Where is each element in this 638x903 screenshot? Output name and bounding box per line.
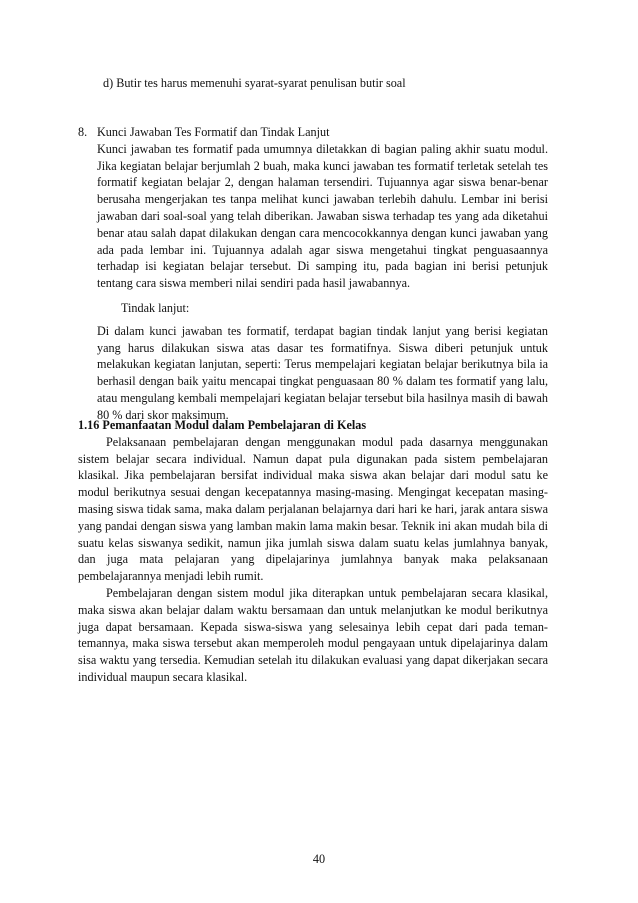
page-number: 40 xyxy=(312,852,326,866)
section-8-paragraph-1: Kunci jawaban tes formatif pada umumnya diletakkan di bagian paling akhir suatu modul. Jika kegiatan belajar berjumlah 2 buah, maka kunci jawaban tes formatif terletak setelah tes formatif kegiatan belajar 2, dengan halaman tersendiri. Tujuannya agar siswa benar-benar berusaha mengerjakan tes tanpa melihat kunci jawaban terlebih dahulu. Lembar ini berisi jawaban dari soal-soal yang telah diberikan. Jawaban siswa terhadap tes yang ada diketahui benar atau salah dapat dilakukan dengan cara mencocokkannya dengan kunci jawaban yang ada pada lembar ini. Tujuannya adalah agar siswa mengetahui tingkat penguasaannya terhadap isi kegiatan belajar tersebut. Di samping itu, pada bagian ini berisi petunjuk tentang cara siswa memberi nilai sendiri pada hasil jawabannya. xyxy=(97,141,548,291)
list-item-d: d) Butir tes harus memenuhi syarat-syarat penulisan butir soal xyxy=(103,76,406,90)
section-8-heading: Kunci Jawaban Tes Formatif dan Tindak Lanjut xyxy=(97,125,330,139)
section-8-number: 8. xyxy=(78,125,88,139)
tindak-lanjut-heading: Tindak lanjut: xyxy=(121,300,190,315)
section-1-16 xyxy=(78,417,548,686)
section-1-16-paragraph-1: Pelaksanaan pembelajaran dengan menggunakan modul pada dasarnya menggunakan sistem belajar secara individual. Namun dapat pula digunakan pada sistem pembelajaran klasikal. Jika pembelajaran bersifat individual maka siswa akan belajar dari modul satu ke modul berikutnya sesuai dengan kecepatannya masing-masing. Mengingat kecepatan masing-masing siswa tidak sama, maka dalam perjalanan belajarnya dari hari ke hari, jarak antara siswa yang pandai dengan siswa yang lamban makin lama makin besar. Teknik ini akan mudah bila di suatu kelas siswanya sedikit, namun jika jumlah siswa dalam suatu kelas jumlahnya banyak, dan juga mata pelajaran yang dipelajarinya jumlahnya banyak maka pelaksanaan pembelajarannya menjadi lebih rumit. xyxy=(78,434,548,584)
section-8 xyxy=(78,124,548,424)
section-1-16-paragraph-2: Pembelajaran dengan sistem modul jika diterapkan untuk pembelajaran secara klasikal, maka siswa akan belajar dalam waktu bersamaan dan untuk melanjutkan ke modul berikutnya juga dapat bersamaan. Kepada siswa-siswa yang selesainya lebih cepat dari pada teman-temannya, maka siswa tersebut akan memperoleh modul pengayaan untuk dipelajarinya dalam sisa waktu yang tersedia. Kemudian setelah itu dilakukan evaluasi yang dapat dikerjakan secara individual maupun secara klasikal. xyxy=(78,585,548,684)
section-8-paragraph-2: Di dalam kunci jawaban tes formatif, terdapat bagian tindak lanjut yang berisi kegiatan yang harus dilakukan siswa atas dasar tes formatifnya. Siswa diberi petunjuk untuk melakukan kegiatan lanjutan, seperti: Terus mempelajari kegiatan belajar berikutnya bila ia berhasil dengan baik yaitu mencapai tingkat penguasaan 80 % dalam tes formatif yang lalu, atau mengulang kembali mempelajari kegiatan belajar tersebut bila hasilnya masih di bawah 80 % dari skor maksimum. xyxy=(97,323,548,422)
section-1-16-heading: 1.16 Pemanfaatan Modul dalam Pembelajaran di Kelas xyxy=(78,418,367,432)
section-8-body xyxy=(97,124,548,424)
